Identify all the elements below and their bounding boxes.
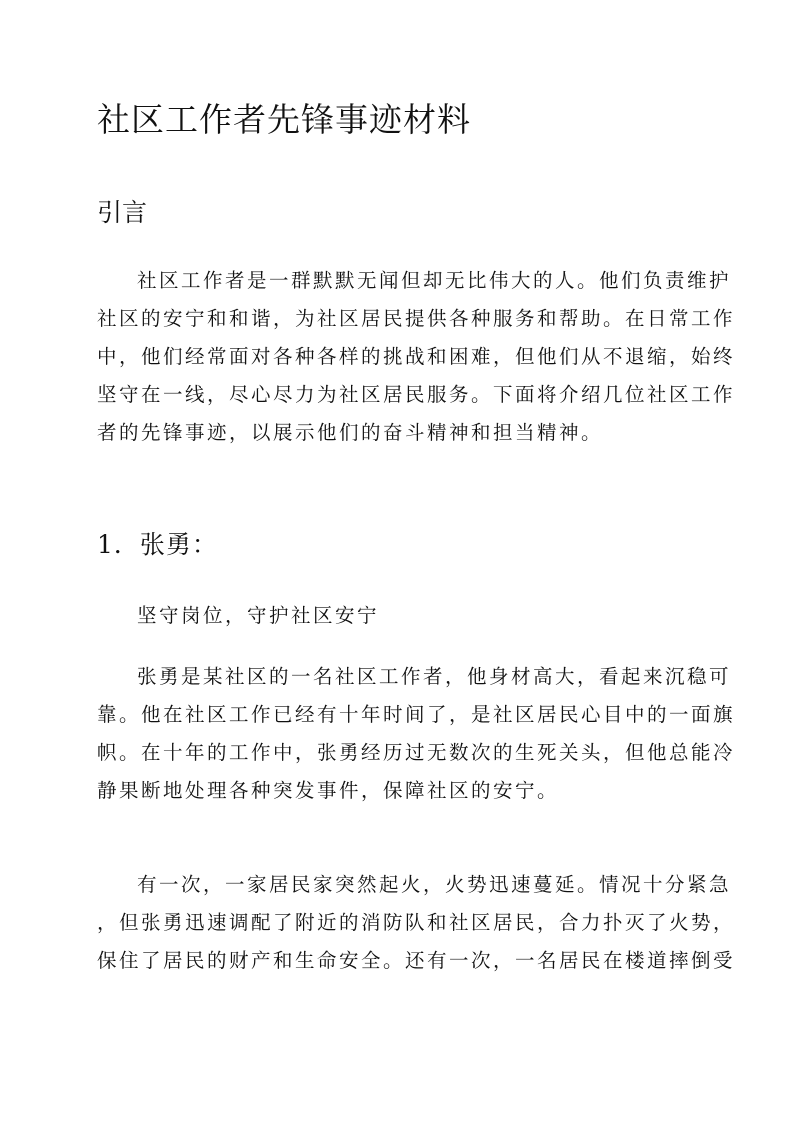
intro-line: 中，他们经常面对各种各样的挑战和困难，但他们从不退缩，始终 [97, 345, 736, 368]
intro-line: 社区的安宁和和谐，为社区居民提供各种服务和帮助。在日常工作 [97, 307, 736, 330]
paragraph-line: 有一次，一家居民家突然起火，火势迅速蔓延。情况十分紧急 [137, 873, 732, 896]
paragraph-line: ，但张勇迅速调配了附近的消防队和社区居民，合力扑灭了火势， [97, 911, 736, 934]
paragraph-line: 静果断地处理各种突发事件，保障社区的安宁。 [97, 779, 560, 802]
paragraph-line: 靠。他在社区工作已经有十年时间了，是社区居民心目中的一面旗 [97, 703, 736, 726]
section-subtitle [97, 597, 707, 635]
section-heading-intro: 引言 [97, 198, 148, 227]
intro-line: 者的先锋事迹，以展示他们的奋斗精神和担当精神。 [97, 421, 604, 444]
zhangyong-paragraph-1 [97, 658, 736, 810]
paragraph-line: 保住了居民的财产和生命安全。还有一次，一名居民在楼道摔倒受 [97, 949, 736, 972]
subtitle-line: 坚守岗位，守护社区安宁 [137, 604, 380, 627]
intro-line: 坚守在一线，尽心尽力为社区居民服务。下面将介绍几位社区工作 [97, 383, 736, 406]
document-title: 社区工作者先锋事迹材料 [97, 100, 471, 139]
intro-paragraph [97, 262, 736, 452]
paragraph-line: 帜。在十年的工作中，张勇经历过无数次的生死关头，但他总能冷 [97, 741, 736, 764]
paragraph-line: 张勇是某社区的一名社区工作者，他身材高大，看起来沉稳可 [137, 665, 732, 688]
zhangyong-paragraph-2 [97, 866, 736, 980]
section-heading-zhangyong: 1．张勇： [97, 530, 218, 559]
intro-line: 社区工作者是一群默默无闻但却无比伟大的人。他们负责维护 [137, 269, 732, 292]
